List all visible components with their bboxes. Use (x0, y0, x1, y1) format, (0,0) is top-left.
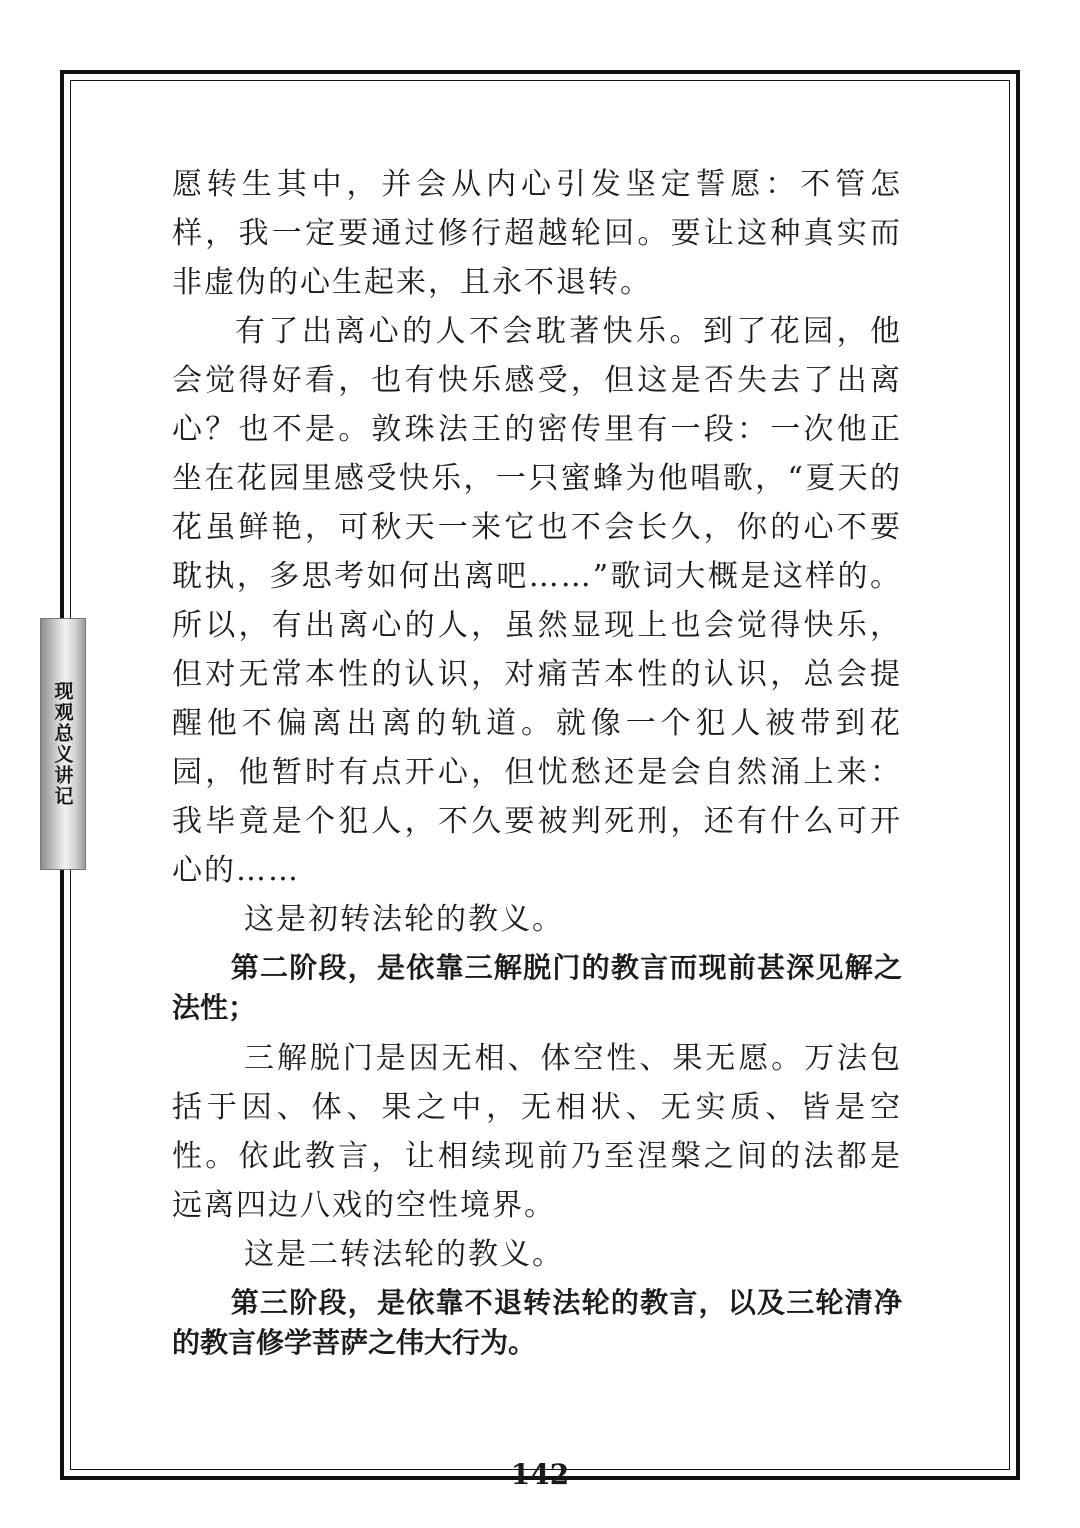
section-heading: 第二阶段，是依靠三解脱门的教言而现前甚深见解之法性； (172, 951, 902, 1024)
section-heading: 第三阶段，是依靠不退转法轮的教言，以及三轮清净的教言修学菩萨之伟大行为。 (172, 1286, 902, 1359)
body-text (172, 160, 902, 1369)
side-tab-title: 现观总义讲记 (51, 681, 74, 807)
paragraph: 这是二转法轮的教义。 (244, 1237, 564, 1272)
paragraph: 三解脱门是因无相、体空性、果无愿。万法包括于因、体、果之中，无相状、无实质、皆是空性。依此教言，让相续现前乃至涅槃之间的法都是远离四边八戏的空性境界。 (172, 1041, 902, 1223)
page-number: 142 (510, 1458, 570, 1491)
paragraph: 愿转生其中，并会从内心引发坚定誓愿：不管怎样，我一定要通过修行超越轮回。要让这种真实而非虚伪的心生起来，且永不退转。 (172, 167, 902, 300)
paragraph: 这是初转法轮的教义。 (244, 902, 564, 937)
paragraph: 有了出离心的人不会耽著快乐。到了花园，他会觉得好看，也有快乐感受，但这是否失去了出离心？也不是。敦珠法王的密传里有一段：一次他正坐在花园里感受快乐，一只蜜蜂为他唱歌，“夏天的花虽鲜艳，可秋天一来它也不会长久，你的心不要耽执，多思考如何出离吧……”歌词大概是这样的。所以，有出离心的人，虽然显现上也会觉得快乐，但对无常本性的认识，对痛苦本性的认识，总会提醒他不偏离出离的轨道。就像一个犯人被带到花园，他暂时有点开心，但忧愁还是会自然涌上来：我毕竟是个犯人，不久要被判死刑，还有什么可开心的…… (172, 314, 902, 888)
side-tab (40, 618, 86, 870)
